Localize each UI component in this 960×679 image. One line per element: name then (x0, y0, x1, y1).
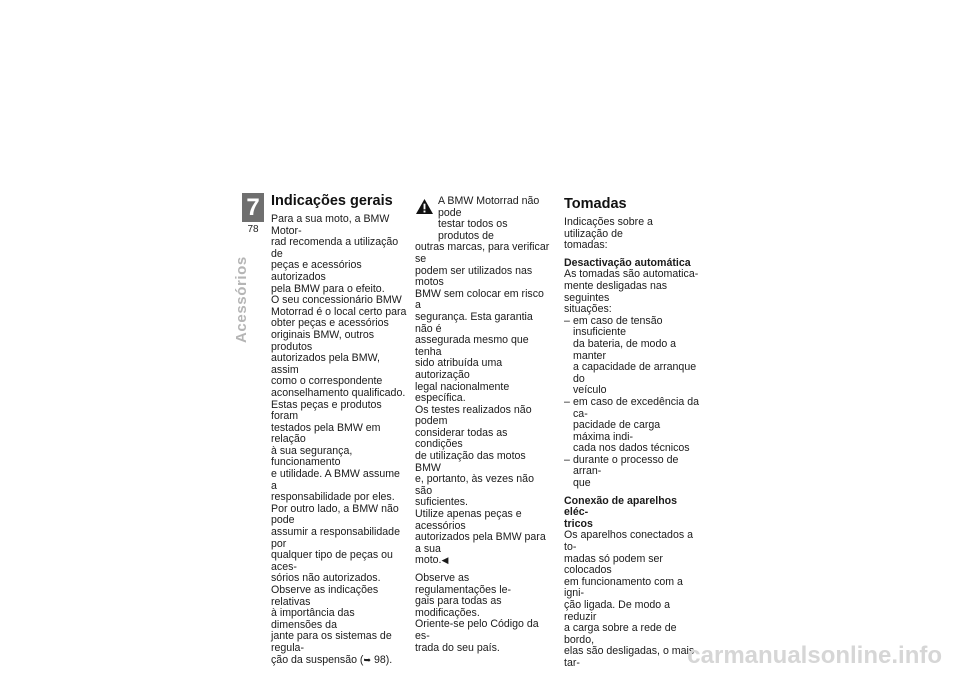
column-warning (415, 196, 551, 654)
text-line: rad recomenda a utilização de (271, 236, 399, 260)
warning-triangle-icon (415, 198, 434, 215)
deactivation-conditions-list (564, 316, 700, 490)
text-line: tomadas: (564, 239, 608, 252)
list-item-line: cada nos dados técnicos (573, 442, 690, 455)
heading-line: tricos (564, 517, 593, 530)
text-line: qualquer tipo de peças ou aces- (271, 549, 393, 573)
text-line: Utilize apenas peças e acessórios (415, 508, 522, 532)
warning-text (415, 242, 551, 555)
text-line: O seu concessionário BMW (271, 294, 402, 307)
list-item (564, 397, 700, 455)
text-line: ção ligada. De modo a reduzir (564, 599, 671, 623)
column-sockets (564, 196, 700, 670)
text-line: suficientes. (415, 496, 468, 509)
text-line: de utilização das motos BMW (415, 450, 526, 474)
text-line: como o correspondente (271, 375, 383, 388)
text-line: testados pela BMW em relação (271, 421, 381, 446)
list-item-line: da bateria, de modo a manter (573, 337, 677, 362)
warning-block (415, 196, 551, 567)
column-general-notes (271, 193, 407, 666)
text-line: Motorrad é o local certo para (271, 305, 407, 318)
warning-text-indented (415, 196, 551, 242)
text-line: considerar todas as condições (415, 426, 508, 451)
heading-sockets: Tomadas (564, 196, 627, 212)
list-item-line: – durante o processo de arran- (573, 453, 679, 478)
list-item-line: que (573, 477, 591, 490)
chapter-number-tab: 7 (242, 193, 264, 222)
heading-auto-deactivation: Desactivação automática (564, 256, 691, 269)
text-line: elas são desligadas, o mais tar- (564, 645, 695, 669)
chapter-side-title: Acessórios (233, 256, 250, 343)
text-line: madas só podem ser colocados (564, 552, 663, 577)
text-line: em funcionamento com a igni- (564, 575, 683, 600)
text-line: BMW sem colocar em risco a (415, 287, 544, 312)
text-line: sórios não autorizados. (271, 572, 381, 585)
heading-device-connection (564, 496, 700, 531)
list-item-line: a capacidade de arranque do (573, 361, 697, 385)
heading-line: Conexão de aparelhos eléc- (564, 494, 678, 519)
text-line: testar todos os produtos de (438, 218, 508, 242)
text-line: podem ser utilizados nas motos (415, 264, 533, 289)
text-line: Os aparelhos conectados a to- (564, 529, 693, 554)
text-line: Por outro lado, a BMW não pode (271, 502, 399, 527)
page-number: 78 (247, 224, 259, 235)
text-line: à importância das dimensões da (271, 607, 355, 631)
text-line: segurança. Esta garantia não é (415, 310, 533, 335)
text-line: trada do seu país. (415, 641, 500, 654)
text-line: Indicações sobre a utilização de (564, 216, 653, 240)
text-line: legal nacionalmente específica. (415, 380, 510, 405)
text-line: mente desligadas nas seguintes (564, 279, 668, 304)
list-item-line: pacidade de carga máxima indi- (573, 419, 661, 443)
text-line: outras marcas, para verificar se (415, 241, 550, 265)
list-item-line: veículo (573, 384, 607, 397)
heading-general-notes: Indicações gerais (271, 193, 393, 209)
watermark: carmanualsonline.info (687, 642, 942, 669)
suspension-reference-line: ção da suspensão (➥ 98). (271, 653, 393, 666)
text-line: assegurada mesmo que tenha (415, 334, 529, 358)
text-line: jante para os sistemas de regula- (271, 630, 392, 654)
list-item (564, 455, 700, 490)
text-line: Para a sua moto, a BMW Motor- (271, 213, 390, 237)
general-notes-text (271, 214, 407, 655)
text-line: autorizados pela BMW para a sua (415, 531, 546, 555)
text-line: e utilidade. A BMW assume a (271, 468, 400, 492)
text-line: situações: (564, 303, 612, 316)
legal-regulations-text (415, 573, 551, 654)
text-line: obter peças e acessórios (271, 317, 389, 330)
list-item-line: – em caso de excedência da ca- (573, 395, 700, 420)
list-item-line: – em caso de tensão insuficiente (573, 314, 663, 339)
end-of-warning-icon: ◀ (441, 555, 449, 566)
text-line: Os testes realizados não podem (415, 403, 532, 428)
text-line: gais para todas as modificações. (415, 595, 502, 619)
text-line: e, portanto, às vezes não são (415, 473, 534, 497)
text-line: à sua segurança, funcionamento (271, 444, 353, 469)
text-line: aconselhamento qualificado. (271, 386, 406, 399)
sockets-intro (564, 217, 700, 252)
text-line: assumir a responsabilidade por (271, 526, 400, 550)
text-line: pela BMW para o efeito. (271, 282, 385, 295)
text-line: Estas peças e produtos foram (271, 398, 382, 423)
page-reference-arrow-icon: ➥ (363, 654, 372, 665)
text-line: autorizados pela BMW, assim (271, 352, 380, 376)
text-line: a carga sobre a rede de bordo, (564, 622, 677, 646)
text-line: originais BMW, outros produtos (271, 328, 375, 353)
text-line: As tomadas são automatica- (564, 268, 699, 281)
warning-last-line: moto.◀ (415, 554, 449, 567)
list-item (564, 316, 700, 397)
text-line: peças e acessórios autorizados (271, 259, 362, 283)
text-line: A BMW Motorrad não pode (438, 195, 540, 219)
auto-deactivation-text (564, 269, 700, 315)
text-line: Oriente-se pelo Código da es- (415, 618, 539, 642)
text-line: responsabilidade por eles. (271, 491, 395, 504)
text-line: Observe as regulamentações le- (415, 572, 511, 596)
text-line: Observe as indicações relativas (271, 584, 379, 608)
text-line: sido atribuída uma autorização (415, 357, 503, 381)
